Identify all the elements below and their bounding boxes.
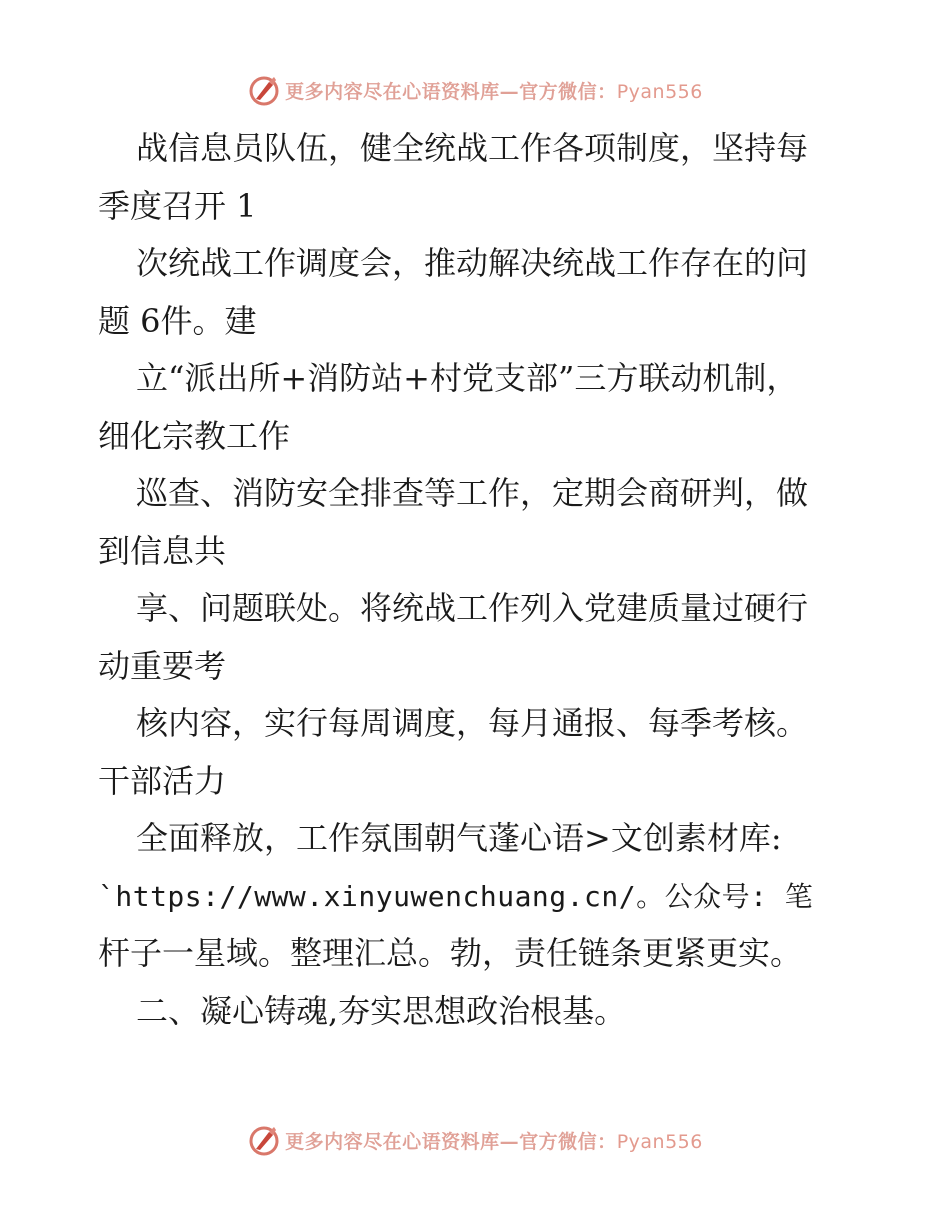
body-line: 细化宗教工作	[98, 416, 291, 455]
body-line: 二、凝心铸魂,夯实思想政治根基。	[136, 991, 627, 1030]
body-line: 全面释放，工作氛围朝气蓬心语>文创素材库:	[136, 819, 782, 857]
body-line: 干部活力	[98, 761, 227, 800]
watermark-text: 更多内容尽在心语资料库—官方微信：Pyan556	[285, 80, 703, 103]
body-line: 到信息共	[98, 531, 227, 570]
body-line: 动重要考	[98, 646, 227, 685]
header-watermark	[0, 70, 950, 110]
body-line: 巡查、消防安全排查等工作，定期会商研判，做	[136, 474, 809, 512]
body-line: 季度召开 1	[98, 186, 257, 225]
document-body	[98, 120, 858, 1040]
body-line: 战信息员队伍，健全统战工作各项制度，坚持每	[136, 129, 809, 167]
body-line: 享、问题联处。将统战工作列入党建质量过硬行	[136, 589, 809, 627]
body-line: 核内容，实行每周调度，每月通报、每季考核。	[136, 704, 809, 742]
body-line: `https://www.xinyuwenchuang.cn/。公众号: 笔	[98, 879, 814, 913]
quill-logo-icon	[247, 73, 281, 107]
body-line: 立“派出所+消防站+村党支部”三方联动机制，	[136, 359, 799, 397]
quill-logo-icon	[247, 1123, 281, 1157]
body-line: 次统战工作调度会，推动解决统战工作存在的问	[136, 244, 809, 282]
footer-watermark	[0, 1120, 950, 1160]
watermark-text: 更多内容尽在心语资料库—官方微信：Pyan556	[285, 1130, 703, 1153]
body-line: 杆子一星域。整理汇总。勃，责任链条更紧更实。	[98, 934, 803, 972]
body-line: 题 6件。建	[98, 301, 257, 340]
